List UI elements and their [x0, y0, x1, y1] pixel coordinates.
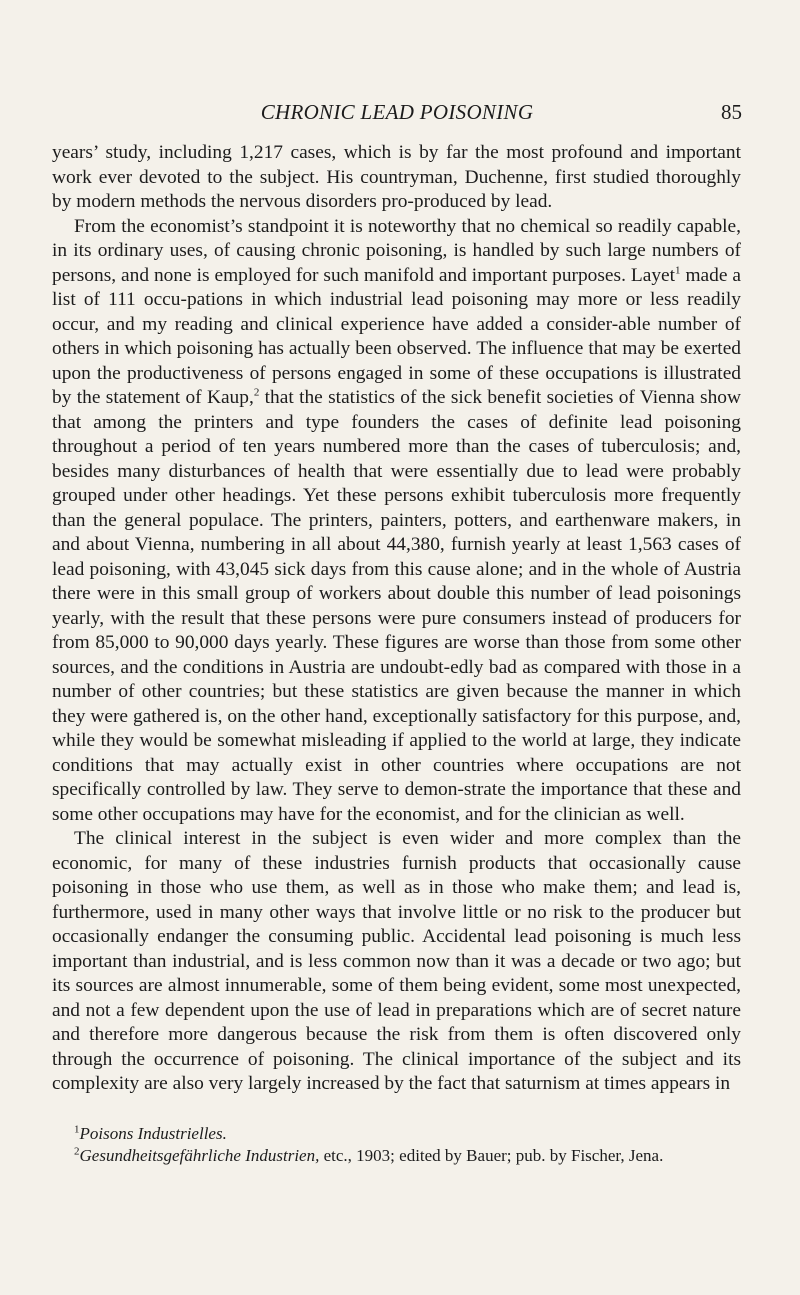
footnote-2 [52, 1145, 741, 1167]
running-title: CHRONIC LEAD POISONING [260, 100, 534, 124]
footnote-ref: 2 [253, 386, 260, 399]
page-number: 85 [721, 100, 742, 124]
footnote-title: Poisons Industrielles. [79, 1124, 227, 1143]
footnote-ref: 1 [675, 264, 681, 277]
footnote-mark: 1 [74, 1123, 80, 1136]
paragraph-economist [52, 215, 741, 828]
footnote-text: etc., 1903; edited by Bauer; pub. by Fischer, Jena. [319, 1145, 664, 1165]
footnote-title: Gesundheitsgefährliche Industrien, [79, 1145, 320, 1165]
body-text [52, 141, 741, 1097]
footnote-mark: 2 [74, 1144, 80, 1157]
paragraph-text: From the economist’s standpoint it is noteworthy that no chemical so readily capable, in its ordinary uses, of causing chronic poisoning, is handled by such large numbers of persons, and none is employed for such manifold and important purposes. Layet [52, 215, 741, 286]
footnote-1 [52, 1123, 741, 1145]
running-head [52, 100, 742, 130]
paragraph-text: that the statistics of the sick benefit societies of Vienna show that among the printers and type founders the cases of definite lead poisoning throughout a period of ten years numbered more than the cases of tuberculosis; and, besides many disturbances of health that were essentially due to lead were probably grouped under other headings. Yet these persons exhibit tuberculosis more frequently than the general populace. The printers, painters, potters, and earthenware makers, in and about Vienna, numbering in all about 44,380, furnish yearly at least 1,563 cases of lead poisoning, with 43,045 sick days from this cause alone; and in the whole of Austria there were in this small group of workers about double this number of lead poisonings yearly, with the result that these persons were pure consumers instead of producers for from 85,000 to 90,000 days yearly. These figures are worse than those from some other sources, and the conditions in Austria are undoubt-edly bad as compared with those in a number of other countries; but these statistics are given because the manner in which they were gathered is, on the other hand, exceptionally satisfactory for this purpose, and, while they would be somewhat misleading if applied to the world at large, they indicate conditions that may actually exist in other countries where occupations are not specifically controlled by law. They serve to demon-strate the importance that these and some other occupations may have for the economist, and for the clinician as well. [52, 387, 742, 825]
paragraph-continued [52, 141, 741, 215]
footnotes [52, 1123, 741, 1166]
paragraph-text: years’ study, including 1,217 cases, which is by far the most profound and important work ever devoted to the subject. His countryman, Duchenne, first studied thoroughly by modern methods the nervous disorders pro-produced by lead. [52, 142, 741, 212]
paragraph-clinical [52, 827, 741, 1097]
paragraph-text: The clinical interest in the subject is even wider and more complex than the economic, for many of these industries furnish products that occasionally cause poisoning in those who use them, as well as in those who make them; and lead is, furthermore, used in many other ways that involve little or no risk to the producer but occasionally endanger the consuming public. Accidental lead poisoning is much less important than industrial, and is less common now than it was a decade or two ago; but its sources are almost innumerable, some of them being evident, some most unexpected, and not a few dependent upon the use of lead in preparations which are of secret nature and therefore more dangerous because the risk from them is often discovered only through the occurrence of poisoning. The clinical importance of the subject and its complexity are also very largely increased by the fact that saturnism at times appears in [52, 828, 741, 1094]
paragraph-text: made a list of 111 occu-pations in which industrial lead poisoning may more or less readily occur, and my reading and clinical experience have added a consider-able number of others in which poisoning has actually been observed. The influence that may be exerted upon the productiveness of persons engaged in some of these occupations is illustrated by the statement of Kaup, [52, 264, 741, 408]
